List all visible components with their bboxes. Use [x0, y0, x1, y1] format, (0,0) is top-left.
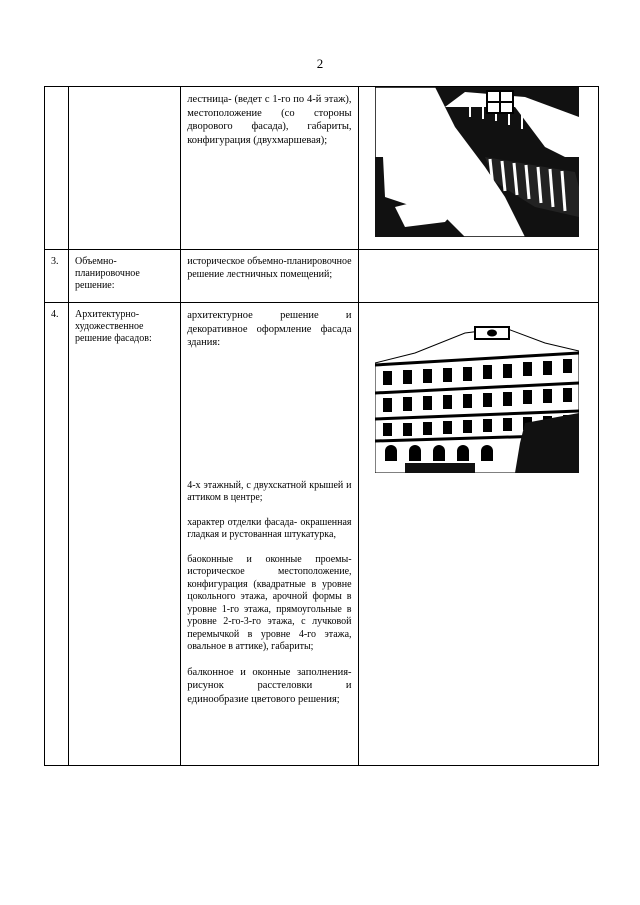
photo-cell [358, 87, 598, 250]
facade-fillings: балконное и оконные заполнения-рисунок расстеловки и единообразие цветового решения; [187, 666, 352, 705]
facade-finish: характер отделки фасада- окрашенная гладкая и рустованная штукатурка, [187, 516, 352, 540]
table-row [45, 303, 599, 766]
photo-cell [358, 303, 598, 766]
facade-intro: архитектурное решение и декоративное оформление фасада здания: [187, 310, 352, 348]
row-description [181, 303, 358, 766]
row-description [181, 250, 358, 303]
page-number: 2 [316, 56, 324, 71]
empty-cell [358, 250, 598, 303]
row-number: 3. [45, 250, 69, 303]
row-name [69, 87, 181, 250]
row-number [45, 87, 69, 250]
staircase-description: лестница- (ведет с 1-го по 4-й этаж), местоположение (со стороны дворового фасада), габариты, конфигурация (двухмаршевая); [187, 94, 352, 146]
register-table [44, 86, 599, 766]
facade-openings: баоконные и оконные проемы- историческое местоположение, конфигурация (квадратные в уровне цокольного этажа, арочной формы в уровне 1-го этажа, прямоугольные в уровне 2-го-3-го этажа, с лучковой перемычкой в уровне 4-го этажа, овальное в аттике), габариты; [187, 553, 352, 652]
layout-description: историческое объемно-планировочное решение лестничных помещений; [187, 256, 352, 280]
row-number: 4. [45, 303, 69, 766]
staircase-photo [375, 87, 579, 237]
table-row [45, 250, 599, 303]
row-description [181, 87, 358, 250]
facade-photo [375, 323, 579, 473]
table-row [45, 87, 599, 250]
facade-floors: 4-х этажный, с двухскатной крышей и аттиком в центре; [187, 479, 352, 503]
row-name: Объемно-планировочное решение: [69, 250, 181, 303]
row-name: Архитектурно-художественное решение фасадов: [69, 303, 181, 766]
